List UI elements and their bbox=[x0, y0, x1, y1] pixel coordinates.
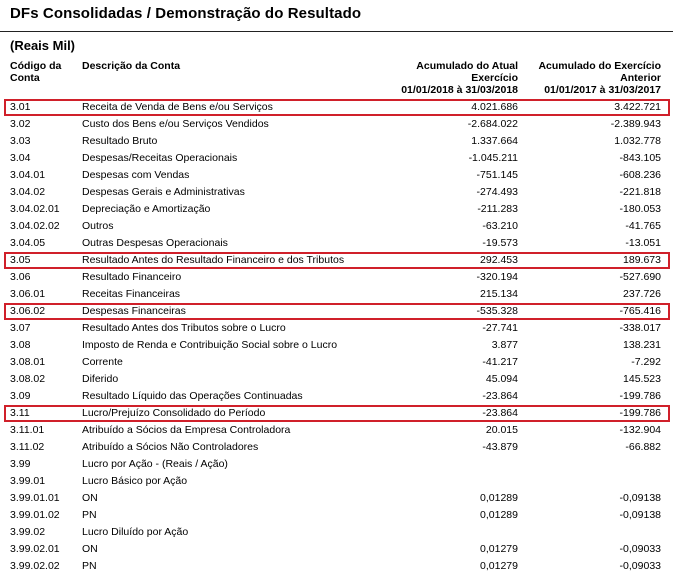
account-code-cell: 3.99 bbox=[10, 458, 31, 470]
previous-period-value-cell: 145.523 bbox=[623, 373, 661, 385]
table-row bbox=[0, 422, 673, 439]
table-row-highlighted bbox=[0, 99, 673, 116]
account-description-cell: Resultado Antes dos Tributos sobre o Lucro bbox=[82, 322, 286, 334]
table-row bbox=[0, 490, 673, 507]
current-period-value-cell: -2.684.022 bbox=[467, 118, 518, 130]
header-current-period-line1: Acumulado do Atual bbox=[416, 60, 518, 72]
account-code-cell: 3.11 bbox=[10, 407, 30, 419]
table-row bbox=[0, 167, 673, 184]
current-period-value-cell: 215.134 bbox=[480, 288, 518, 300]
header-previous-period-line1: Acumulado do Exercício bbox=[538, 60, 661, 72]
current-period-value-cell: 0,01279 bbox=[480, 560, 518, 572]
account-code-cell: 3.08.01 bbox=[10, 356, 46, 368]
account-code-cell: 3.04.02.01 bbox=[10, 203, 60, 215]
current-period-value-cell: 0,01279 bbox=[480, 543, 518, 555]
table-row bbox=[0, 354, 673, 371]
account-description-cell: Atribuído a Sócios Não Controladores bbox=[82, 441, 259, 453]
account-description-cell: ON bbox=[82, 492, 98, 504]
account-code-cell: 3.99.01.02 bbox=[10, 509, 60, 521]
table-row bbox=[0, 524, 673, 541]
previous-period-value-cell: -843.105 bbox=[619, 152, 661, 164]
title-divider bbox=[0, 31, 673, 32]
table-row bbox=[0, 201, 673, 218]
header-current-period bbox=[328, 60, 518, 96]
account-code-cell: 3.07 bbox=[10, 322, 31, 334]
account-code-cell: 3.08.02 bbox=[10, 373, 46, 385]
previous-period-value-cell: 3.422.721 bbox=[614, 101, 661, 113]
previous-period-value-cell: -180.053 bbox=[619, 203, 661, 215]
previous-period-value-cell: -608.236 bbox=[619, 169, 661, 181]
current-period-value-cell: 0,01289 bbox=[480, 509, 518, 521]
account-code-cell: 3.11.01 bbox=[10, 424, 45, 436]
account-description-cell: Resultado Líquido das Operações Continuadas bbox=[82, 390, 303, 402]
account-description-cell: Resultado Antes do Resultado Financeiro e dos Tributos bbox=[82, 254, 345, 266]
table-row bbox=[0, 337, 673, 354]
current-period-value-cell: -535.328 bbox=[476, 305, 518, 317]
previous-period-value-cell: 237.726 bbox=[623, 288, 661, 300]
table-row bbox=[0, 456, 673, 473]
table-row bbox=[0, 235, 673, 252]
previous-period-value-cell: -7.292 bbox=[631, 356, 661, 368]
account-code-cell: 3.99.01 bbox=[10, 475, 46, 487]
account-description-cell: Resultado Financeiro bbox=[82, 271, 182, 283]
previous-period-value-cell: -199.786 bbox=[619, 407, 661, 419]
account-code-cell: 3.11.02 bbox=[10, 441, 45, 453]
account-code-cell: 3.99.01.01 bbox=[10, 492, 60, 504]
account-code-cell: 3.04.05 bbox=[10, 237, 46, 249]
account-description-cell: Despesas Gerais e Administrativas bbox=[82, 186, 245, 198]
account-code-cell: 3.04 bbox=[10, 152, 31, 164]
account-description-cell: Receitas Financeiras bbox=[82, 288, 181, 300]
previous-period-value-cell: -41.765 bbox=[625, 220, 661, 232]
account-code-cell: 3.01 bbox=[10, 101, 31, 113]
account-code-cell: 3.06.01 bbox=[10, 288, 46, 300]
previous-period-value-cell: -66.882 bbox=[625, 441, 661, 453]
table-row bbox=[0, 133, 673, 150]
account-description-cell: Despesas com Vendas bbox=[82, 169, 190, 181]
previous-period-value-cell: -199.786 bbox=[619, 390, 661, 402]
account-code-cell: 3.04.02.02 bbox=[10, 220, 60, 232]
previous-period-value-cell: -338.017 bbox=[619, 322, 661, 334]
table-row bbox=[0, 541, 673, 558]
account-code-cell: 3.04.01 bbox=[10, 169, 46, 181]
header-current-period-dates: 01/01/2018 à 31/03/2018 bbox=[401, 84, 518, 96]
table-row bbox=[0, 150, 673, 167]
account-description-cell: Lucro Diluído por Ação bbox=[82, 526, 189, 538]
income-statement-table bbox=[0, 99, 673, 575]
previous-period-value-cell: 138.231 bbox=[623, 339, 661, 351]
current-period-value-cell: -23.864 bbox=[482, 390, 518, 402]
previous-period-value-cell: -765.416 bbox=[619, 305, 661, 317]
account-description-cell: PN bbox=[82, 560, 97, 572]
current-period-value-cell: 20.015 bbox=[485, 424, 518, 436]
header-account-code bbox=[10, 60, 70, 84]
current-period-value-cell: 292.453 bbox=[480, 254, 518, 266]
account-code-cell: 3.05 bbox=[10, 254, 31, 266]
current-period-value-cell: -211.283 bbox=[477, 203, 518, 215]
table-row bbox=[0, 388, 673, 405]
current-period-value-cell: -751.145 bbox=[476, 169, 518, 181]
account-description-cell: ON bbox=[82, 543, 98, 555]
current-period-value-cell: -274.493 bbox=[476, 186, 518, 198]
page-title: DFs Consolidadas / Demonstração do Resultado bbox=[10, 5, 362, 22]
previous-period-value-cell: -13.051 bbox=[625, 237, 661, 249]
account-description-cell: Lucro por Ação - (Reais / Ação) bbox=[82, 458, 228, 470]
account-code-cell: 3.08 bbox=[10, 339, 31, 351]
current-period-value-cell: 4.021.686 bbox=[471, 101, 518, 113]
account-code-cell: 3.99.02 bbox=[10, 526, 46, 538]
account-description-cell: Despesas Financeiras bbox=[82, 305, 186, 317]
current-period-value-cell: 1.337.664 bbox=[471, 135, 518, 147]
account-code-cell: 3.03 bbox=[10, 135, 31, 147]
account-code-cell: 3.04.02 bbox=[10, 186, 46, 198]
header-current-period-line2: Exercício bbox=[471, 72, 518, 84]
current-period-value-cell: -19.573 bbox=[482, 237, 518, 249]
table-row bbox=[0, 184, 673, 201]
header-account-description: Descrição da Conta bbox=[82, 60, 181, 72]
account-description-cell: Depreciação e Amortização bbox=[82, 203, 211, 215]
account-code-cell: 3.02 bbox=[10, 118, 31, 130]
account-description-cell: PN bbox=[82, 509, 97, 521]
header-previous-period-line2: Anterior bbox=[620, 72, 661, 84]
account-description-cell: Despesas/Receitas Operacionais bbox=[82, 152, 238, 164]
previous-period-value-cell: -2.389.943 bbox=[610, 118, 661, 130]
current-period-value-cell: -320.194 bbox=[476, 271, 518, 283]
table-row-highlighted bbox=[0, 405, 673, 422]
previous-period-value-cell: -527.690 bbox=[619, 271, 661, 283]
current-period-value-cell: -27.741 bbox=[482, 322, 518, 334]
account-description-cell: Outros bbox=[82, 220, 114, 232]
account-code-cell: 3.99.02.01 bbox=[10, 543, 60, 555]
current-period-value-cell: -23.864 bbox=[482, 407, 518, 419]
previous-period-value-cell: -0,09138 bbox=[619, 509, 661, 521]
account-description-cell: Custo dos Bens e/ou Serviços Vendidos bbox=[82, 118, 269, 130]
header-previous-period bbox=[511, 60, 661, 96]
account-description-cell: Diferido bbox=[82, 373, 119, 385]
account-code-cell: 3.06.02 bbox=[10, 305, 46, 317]
previous-period-value-cell: 1.032.778 bbox=[614, 135, 661, 147]
account-code-cell: 3.06 bbox=[10, 271, 31, 283]
table-row bbox=[0, 320, 673, 337]
currency-unit-label: (Reais Mil) bbox=[10, 38, 76, 53]
table-row bbox=[0, 269, 673, 286]
account-description-cell: Lucro/Prejuízo Consolidado do Período bbox=[82, 407, 266, 419]
account-description-cell: Imposto de Renda e Contribuição Social sobre o Lucro bbox=[82, 339, 338, 351]
account-description-cell: Resultado Bruto bbox=[82, 135, 158, 147]
account-description-cell: Receita de Venda de Bens e/ou Serviços bbox=[82, 101, 273, 113]
table-row bbox=[0, 286, 673, 303]
previous-period-value-cell: 189.673 bbox=[623, 254, 661, 266]
table-row-highlighted bbox=[0, 252, 673, 269]
previous-period-value-cell: -221.818 bbox=[619, 186, 661, 198]
header-account-code-line2: Conta bbox=[10, 72, 40, 84]
header-account-code-line1: Código da bbox=[10, 60, 62, 72]
previous-period-value-cell: -0,09033 bbox=[619, 543, 661, 555]
table-row bbox=[0, 218, 673, 235]
header-previous-period-dates: 01/01/2017 à 31/03/2017 bbox=[544, 84, 661, 96]
table-row bbox=[0, 473, 673, 490]
current-period-value-cell: 45.094 bbox=[485, 373, 518, 385]
current-period-value-cell: -41.217 bbox=[482, 356, 518, 368]
account-description-cell: Lucro Básico por Ação bbox=[82, 475, 188, 487]
account-description-cell: Outras Despesas Operacionais bbox=[82, 237, 228, 249]
account-code-cell: 3.99.02.02 bbox=[10, 560, 60, 572]
current-period-value-cell: 0,01289 bbox=[480, 492, 518, 504]
previous-period-value-cell: -132.904 bbox=[619, 424, 661, 436]
account-description-cell: Atribuído a Sócios da Empresa Controladora bbox=[82, 424, 291, 436]
table-row bbox=[0, 439, 673, 456]
table-row bbox=[0, 558, 673, 575]
current-period-value-cell: 3.877 bbox=[491, 339, 518, 351]
table-row bbox=[0, 116, 673, 133]
account-code-cell: 3.09 bbox=[10, 390, 31, 402]
current-period-value-cell: -63.210 bbox=[482, 220, 518, 232]
previous-period-value-cell: -0,09138 bbox=[619, 492, 661, 504]
table-row bbox=[0, 507, 673, 524]
current-period-value-cell: -1.045.211 bbox=[468, 152, 518, 164]
account-description-cell: Corrente bbox=[82, 356, 123, 368]
current-period-value-cell: -43.879 bbox=[482, 441, 518, 453]
table-row bbox=[0, 371, 673, 388]
table-row-highlighted bbox=[0, 303, 673, 320]
previous-period-value-cell: -0,09033 bbox=[619, 560, 661, 572]
